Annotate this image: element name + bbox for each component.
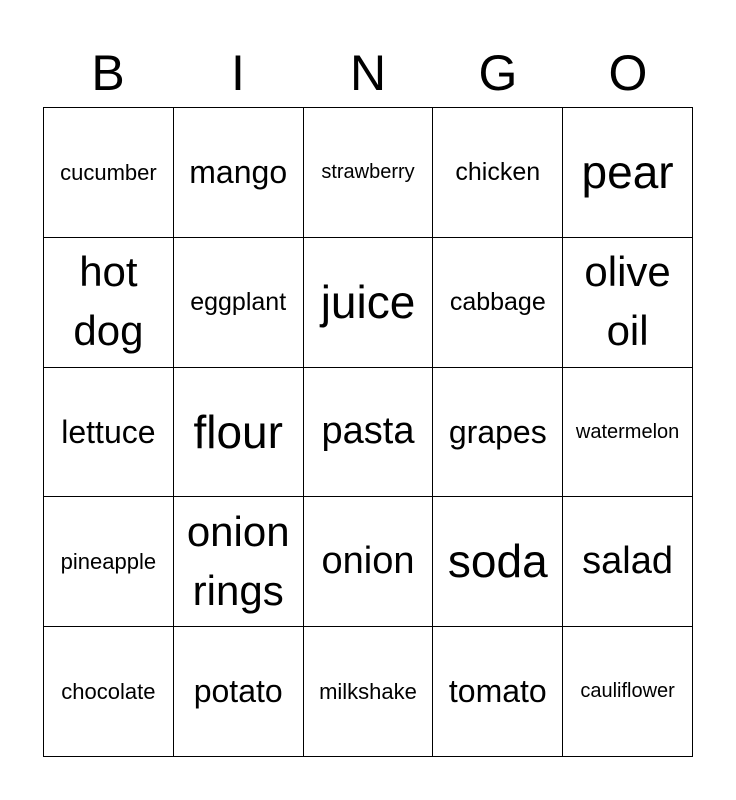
bingo-cell[interactable]: cucumber bbox=[44, 108, 174, 238]
bingo-cell[interactable]: mango bbox=[174, 108, 304, 238]
bingo-cell[interactable]: hot dog bbox=[44, 238, 174, 368]
header-letter-n: N bbox=[349, 45, 387, 101]
bingo-cell[interactable]: flour bbox=[174, 368, 304, 498]
bingo-cell[interactable]: watermelon bbox=[563, 368, 693, 498]
bingo-cell[interactable]: eggplant bbox=[174, 238, 304, 368]
header-letter-b: B bbox=[91, 45, 125, 101]
bingo-cell[interactable]: salad bbox=[563, 497, 693, 627]
bingo-cell[interactable]: chocolate bbox=[44, 627, 174, 757]
bingo-cell[interactable]: pineapple bbox=[44, 497, 174, 627]
bingo-header bbox=[43, 40, 693, 106]
header-letter-o: O bbox=[608, 45, 648, 101]
bingo-cell[interactable]: cauliflower bbox=[563, 627, 693, 757]
bingo-cell[interactable]: olive oil bbox=[563, 238, 693, 368]
bingo-cell[interactable]: lettuce bbox=[44, 368, 174, 498]
bingo-cell[interactable]: milkshake bbox=[304, 627, 434, 757]
bingo-cell[interactable]: grapes bbox=[433, 368, 563, 498]
bingo-cell[interactable]: juice bbox=[304, 238, 434, 368]
bingo-cell[interactable]: onion bbox=[304, 497, 434, 627]
bingo-cell[interactable]: chicken bbox=[433, 108, 563, 238]
bingo-cell[interactable]: soda bbox=[433, 497, 563, 627]
bingo-cell[interactable]: potato bbox=[174, 627, 304, 757]
header-letter-i: I bbox=[231, 45, 245, 101]
bingo-cell[interactable]: onion rings bbox=[174, 497, 304, 627]
header-letter-g: G bbox=[478, 45, 518, 101]
bingo-cell[interactable]: pasta bbox=[304, 368, 434, 498]
bingo-cell[interactable]: strawberry bbox=[304, 108, 434, 238]
bingo-cell[interactable]: tomato bbox=[433, 627, 563, 757]
bingo-cell[interactable]: cabbage bbox=[433, 238, 563, 368]
bingo-grid bbox=[43, 107, 693, 757]
bingo-cell[interactable]: pear bbox=[563, 108, 693, 238]
